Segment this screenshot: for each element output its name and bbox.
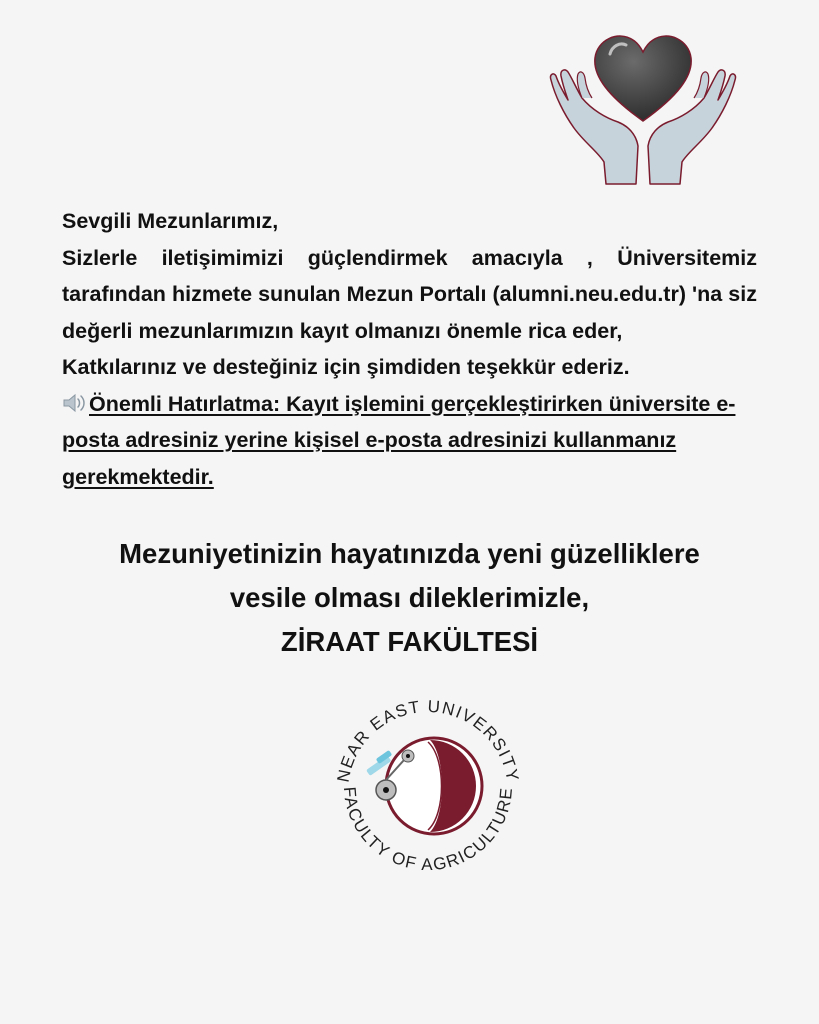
letter: [62, 203, 757, 495]
speaker-icon: [62, 392, 88, 414]
heart-shape: [595, 36, 691, 121]
heart-in-hands-icon: [548, 26, 738, 190]
logo-top-text: NEAR EAST UNIVERSITY: [333, 696, 523, 784]
closing: [0, 532, 819, 664]
greeting: Sevgili Mezunlarımız,: [62, 209, 279, 233]
reminder: [62, 386, 757, 496]
closing-line-1: Mezuniyetinizin hayatınızda yeni güzelliklere: [119, 538, 700, 569]
logo-bottom-text: FACULTY OF AGRICULTURE: [339, 785, 517, 875]
closing-line-2: vesile olması dileklerimizle,: [229, 582, 590, 613]
letter-body: Sizlerle iletişimimizi güçlendirmek amacıyla , Üniversitemiz tarafından hizmete sunulan Mezun Portalı (alumni.neu.edu.tr) 'na siz değerli mezunlarımızın kayıt olmanızı önemle rica eder,: [62, 245, 757, 343]
reminder-text: Önemli Hatırlatma: Kayıt işlemini gerçekleştirirken üniversite e-posta adresiniz yerine kişisel e-posta adresinizi kullanmanız gerekmektedir.: [62, 391, 736, 489]
signature: ZİRAAT FAKÜLTESİ: [280, 626, 539, 657]
thanks-line: Katkılarınız ve desteğiniz için şimdiden teşekkür ederiz.: [62, 355, 630, 379]
faculty-logo: [328, 696, 528, 876]
